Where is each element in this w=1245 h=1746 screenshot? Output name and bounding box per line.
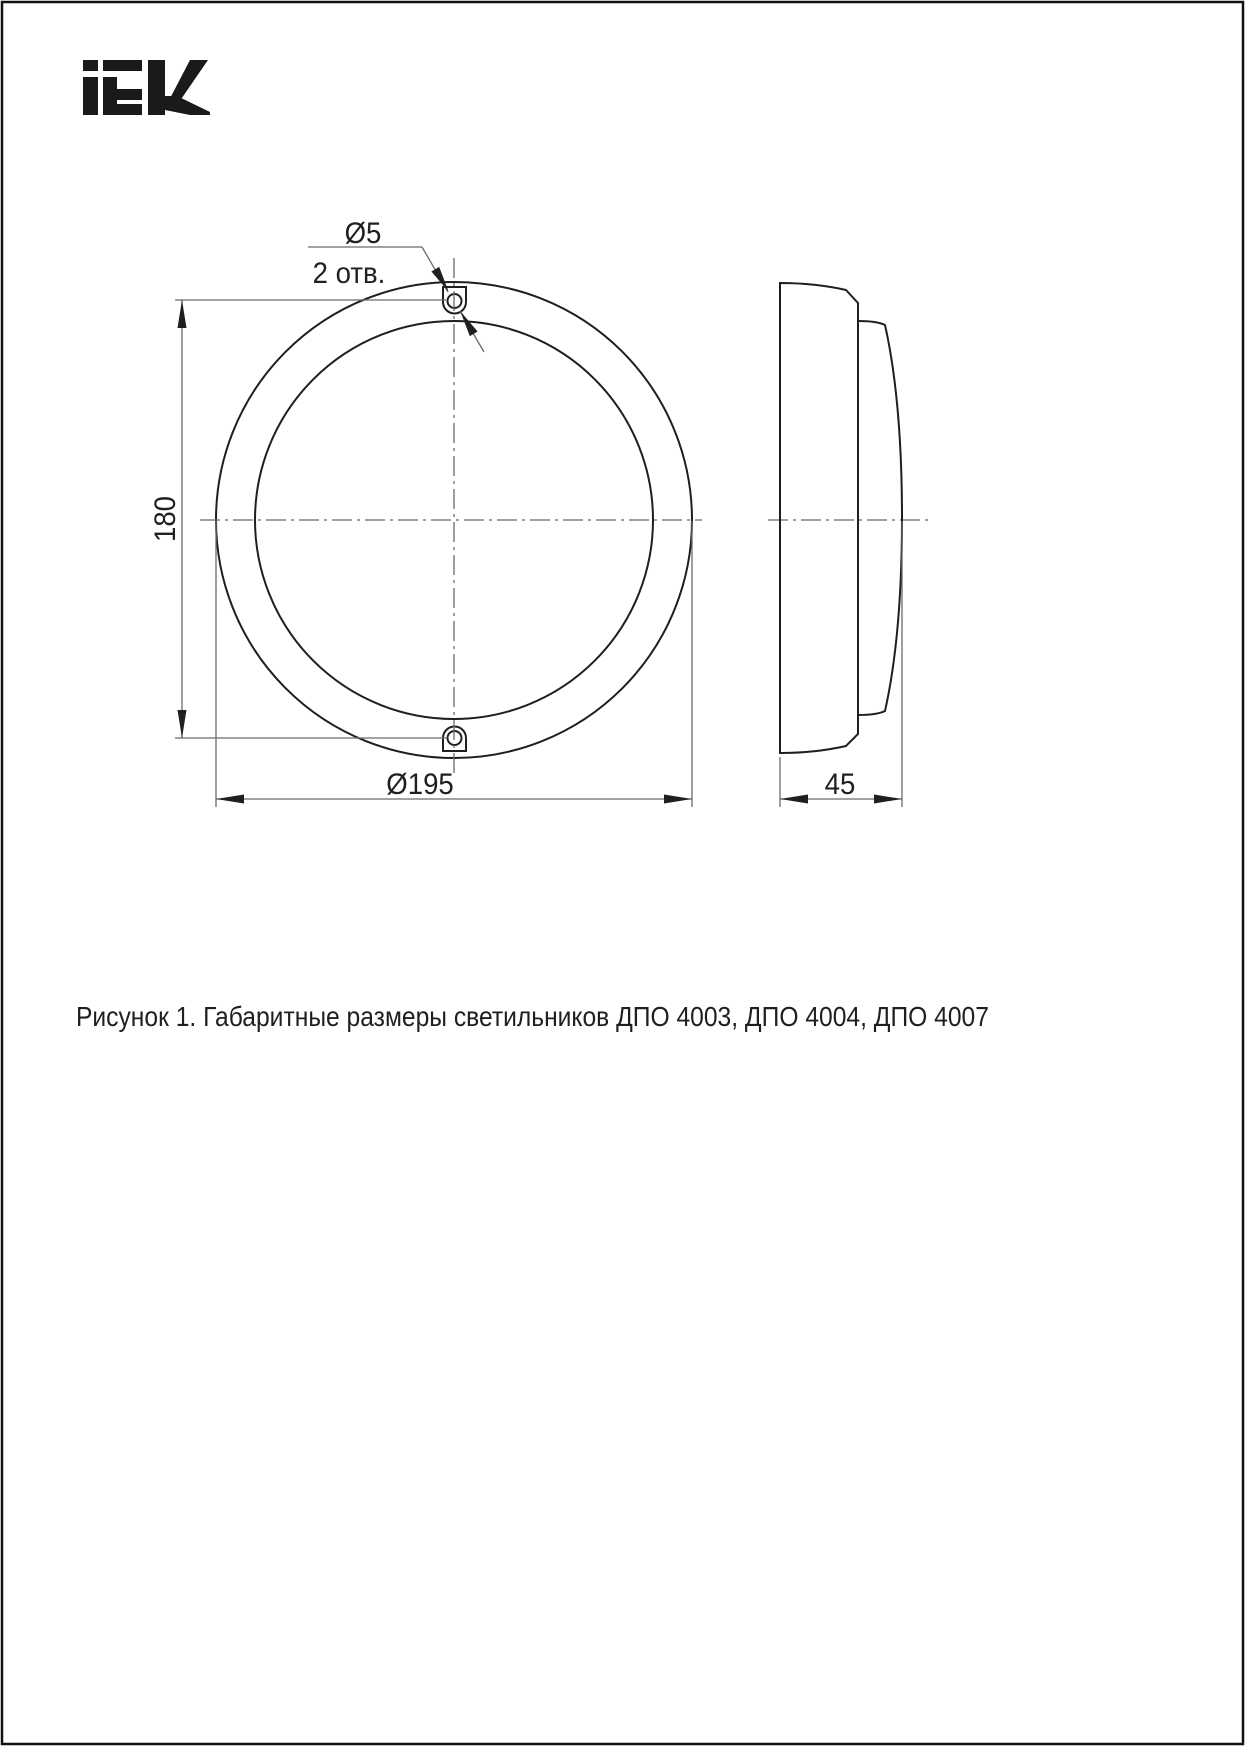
label-outer-diameter: Ø195 bbox=[386, 767, 454, 802]
arrow-leader-lower bbox=[460, 311, 477, 336]
logo-k-lower-arm bbox=[165, 96, 210, 115]
page-border bbox=[2, 2, 1243, 1744]
outer-circle bbox=[216, 282, 692, 758]
dimension-lines bbox=[175, 247, 902, 807]
arrow-180-top bbox=[178, 300, 187, 328]
label-mounting-distance: 180 bbox=[148, 495, 183, 543]
label-hole-count: 2 отв. bbox=[312, 256, 386, 291]
logo-e-bottom-bar bbox=[117, 104, 142, 115]
centerlines bbox=[200, 258, 928, 778]
side-view bbox=[780, 283, 902, 753]
side-view-base-outline bbox=[780, 283, 858, 753]
front-view bbox=[216, 282, 692, 758]
logo-e-stem bbox=[103, 77, 117, 115]
iek-logo bbox=[83, 60, 210, 115]
logo-e-mid-bar bbox=[117, 89, 142, 100]
figure-caption: Рисунок 1. Габаритные размеры светильников ДПО 4003, ДПО 4004, ДПО 4007 bbox=[76, 1000, 989, 1033]
logo-k-stem bbox=[148, 60, 165, 115]
arrow-180-bottom bbox=[178, 710, 187, 738]
label-hole-diameter: Ø5 bbox=[344, 216, 382, 251]
arrow-45-left bbox=[780, 795, 808, 804]
arrow-195-right bbox=[664, 795, 692, 804]
arrow-45-right bbox=[874, 795, 902, 804]
arrow-leader-upper bbox=[431, 267, 448, 292]
logo-i-stem bbox=[83, 77, 98, 115]
label-depth: 45 bbox=[824, 767, 856, 802]
arrow-195-left bbox=[216, 795, 244, 804]
side-view-diffuser-outline bbox=[858, 321, 902, 715]
dimension-arrows bbox=[178, 267, 903, 804]
logo-i-dot bbox=[83, 60, 98, 71]
logo-e-top-bar bbox=[103, 60, 142, 71]
